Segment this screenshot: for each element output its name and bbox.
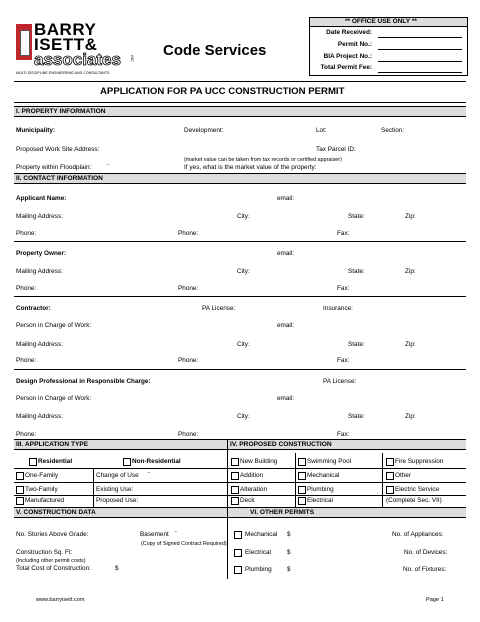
deck-checkbox[interactable] [231,497,239,505]
design-phone2-label: Phone: [178,431,199,438]
proposed-use-label: Proposed Use: [96,497,139,504]
row-divider [228,482,466,483]
change-of-use-dropdown[interactable]: ⁻ [147,471,151,478]
other-label: Other [395,472,411,479]
logo-mark-inner [20,30,30,56]
section-5-title: V. CONSTRUCTION DATA [16,509,96,516]
logo-inc: INC [129,55,135,62]
two-family-label: Two-Family [25,486,58,493]
section-5-6-divider [227,507,228,579]
copy-note: (Copy of Signed Contract Required) [141,541,227,547]
basement-dropdown[interactable]: ⁻ [174,530,178,537]
section-4-header [228,439,466,450]
applicant-label: Applicant Name: [16,195,67,202]
mechanical-label: Mechanical [307,472,340,479]
electric-service-label: Electric Service [395,486,440,493]
design-fax-label: Fax: [337,431,350,438]
non-residential-checkbox[interactable] [123,458,131,466]
plumbing-checkbox[interactable] [298,486,306,494]
section-2-title: II. CONTACT INFORMATION [16,175,103,182]
municipality-label: Municipality: [16,127,56,134]
swimming-pool-checkbox[interactable] [298,458,306,466]
section-6-header [228,507,466,518]
owner-phone-label: Phone: [16,285,37,292]
total-cost-dollar: $ [115,565,119,572]
basement-label: Basement [140,531,169,538]
one-family-label: One-Family [25,472,59,479]
logo-isett: ISETT& [34,35,98,54]
permit-electrical-dollar: $ [287,549,291,556]
row-divider [14,468,227,469]
owner-phone2-label: Phone: [178,285,199,292]
manufactured-checkbox[interactable] [16,497,24,505]
deck-label: Deck [240,497,255,504]
divider [14,296,466,297]
non-residential-label: Non-Residential [132,458,181,465]
change-of-use-label: Change of Use [96,472,139,479]
applicant-phone-label: Phone: [16,230,37,237]
logo-associates: associates [34,50,121,69]
design-state-label: State: [348,413,365,420]
applicant-zip-label: Zip: [405,213,416,220]
complete-sec-label: (Complete Sec. VII) [386,497,442,504]
total-fee-field[interactable] [378,72,462,73]
total-fee-label: Total Permit Fee: [320,64,372,71]
row-divider [14,495,227,496]
contractor-zip-label: Zip: [405,341,416,348]
market-value-label: If yes, what is the market value of the property: [184,164,317,171]
contractor-fax-label: Fax: [337,357,350,364]
mechanical-checkbox[interactable] [298,472,306,480]
design-mailing-label: Mailing Address: [16,413,63,420]
section-4-title: IV. PROPOSED CONSTRUCTION [230,441,332,448]
owner-city-label: City: [237,268,250,275]
owner-fax-label: Fax: [337,285,350,292]
section-5-header [14,507,227,518]
applicant-mailing-label: Mailing Address: [16,213,63,220]
applicant-email-label: email: [277,195,295,202]
new-building-checkbox[interactable] [231,458,239,466]
permit-plumbing-label: Plumbing [245,566,272,573]
date-received-field[interactable] [378,37,462,38]
section-2-header [14,173,466,184]
electric-service-checkbox[interactable] [386,486,394,494]
alteration-label: Alteration [240,486,267,493]
col-divider [93,468,94,508]
logo-tagline: MULTI-DISCIPLINE ENGINEERING AND CONSULTANTS [16,71,110,75]
other-checkbox[interactable] [386,472,394,480]
floodplain-dropdown[interactable]: ⁻ [106,163,110,170]
permit-electrical-label: Electrical [245,549,271,556]
divider [14,241,466,242]
form-title: APPLICATION FOR PA UCC CONSTRUCTION PERMIT [100,86,345,97]
iv-col-divider-2 [382,453,383,508]
design-phone-label: Phone: [16,431,37,438]
owner-email-label: email: [277,250,295,257]
design-city-label: City: [237,413,250,420]
work-site-label: Proposed Work Site Address: [16,146,100,153]
logo-barry: BARRY [34,20,97,39]
design-pro-label: Design Professional in Responsible Charge: [16,378,151,385]
applicant-fax-label: Fax: [337,230,350,237]
contractor-insurance-label: Insurance: [323,305,353,312]
tax-parcel-label: Tax Parcel ID: [316,146,356,153]
date-received-label: Date Received: [326,29,372,36]
contractor-email-label: email: [277,322,295,329]
divider [14,369,466,370]
section-6-title: VI. OTHER PERMITS [250,509,315,516]
addition-checkbox[interactable] [231,472,239,480]
owner-label: Property Owner: [16,250,67,257]
contractor-phone2-label: Phone: [178,357,199,364]
iv-col-divider-1 [295,453,296,508]
company-logo [14,18,144,78]
applicant-city-label: City: [237,213,250,220]
devices-label: No. of Devices: [404,549,448,556]
floodplain-label: Property within Floodplain: [16,164,92,171]
contractor-city-label: City: [237,341,250,348]
permit-electrical-checkbox[interactable] [234,549,242,557]
permit-mechanical-checkbox[interactable] [234,531,242,539]
development-label: Development: [184,127,224,134]
fixtures-label: No. of Fixtures: [403,566,447,573]
owner-state-label: State: [348,268,365,275]
section-3-header [14,439,227,450]
company-title: Code Services [163,42,267,59]
two-family-checkbox[interactable] [16,486,24,494]
section-3-title: III. APPLICATION TYPE [16,441,89,448]
fire-suppression-label: Fire Suppression [395,458,444,465]
market-note: (market value can be taken from tax records or certified appraiser) [184,157,342,163]
contractor-license-label: PA License: [202,305,236,312]
permit-plumbing-dollar: $ [287,566,291,573]
lot-label: Lot: [316,127,327,134]
owner-mailing-label: Mailing Address: [16,268,63,275]
design-zip-label: Zip: [405,413,416,420]
electrical-checkbox[interactable] [298,497,306,505]
owner-zip-label: Zip: [405,268,416,275]
office-use-title: ** OFFICE USE ONLY ** [345,18,417,25]
residential-checkbox[interactable] [29,458,37,466]
row-divider [228,468,466,469]
footer-website: www.barryisett.com [36,597,85,603]
footer-page: Page 1 [426,597,444,603]
design-email-label: email: [277,395,295,402]
stories-label: No. Stories Above Grade: [16,531,89,538]
fire-suppression-checkbox[interactable] [386,458,394,466]
design-license-label: PA License: [323,378,357,385]
section-3-4-divider [227,439,228,508]
row-divider [14,482,227,483]
existing-use-label: Existing Use: [96,486,134,493]
sq-ft-label: Construction Sq. Ft: [16,549,73,556]
permit-mechanical-label: Mechanical [245,531,278,538]
section-label: Section: [381,127,405,134]
applicant-phone2-label: Phone: [178,230,199,237]
contractor-label: Contractor: [16,305,51,312]
incl-other-note: (Including other permit costs) [16,558,86,564]
contractor-person-label: Person in Charge of Work: [16,322,92,329]
permit-no-label: Permit No.: [337,41,372,48]
addition-label: Addition [240,472,264,479]
manufactured-label: Manufactured [25,497,65,504]
office-use-header [310,18,467,27]
permit-plumbing-checkbox[interactable] [234,566,242,574]
contractor-phone-label: Phone: [16,357,37,364]
section-1-title: I. PROPERTY INFORMATION [16,108,106,115]
contractor-state-label: State: [348,341,365,348]
design-person-label: Person in Charge of Work: [16,395,92,402]
alteration-checkbox[interactable] [231,486,239,494]
section-1-header [14,106,466,117]
plumbing-label: Plumbing [307,486,334,493]
residential-label: Residential [38,458,73,465]
applicant-state-label: State: [348,213,365,220]
permit-no-field[interactable] [378,49,462,50]
total-cost-label: Total Cost of Construction: [16,565,91,572]
appliances-label: No. of Appliances: [392,531,444,538]
electrical-label: Electrical [307,497,333,504]
contractor-mailing-label: Mailing Address: [16,341,63,348]
bia-project-label: BIA Project No.: [323,53,372,60]
row-divider [228,495,466,496]
one-family-checkbox[interactable] [16,472,24,480]
swimming-pool-label: Swimming Pool [307,458,352,465]
bia-project-field[interactable] [378,61,462,62]
permit-mechanical-dollar: $ [287,531,291,538]
new-building-label: New Building [240,458,278,465]
